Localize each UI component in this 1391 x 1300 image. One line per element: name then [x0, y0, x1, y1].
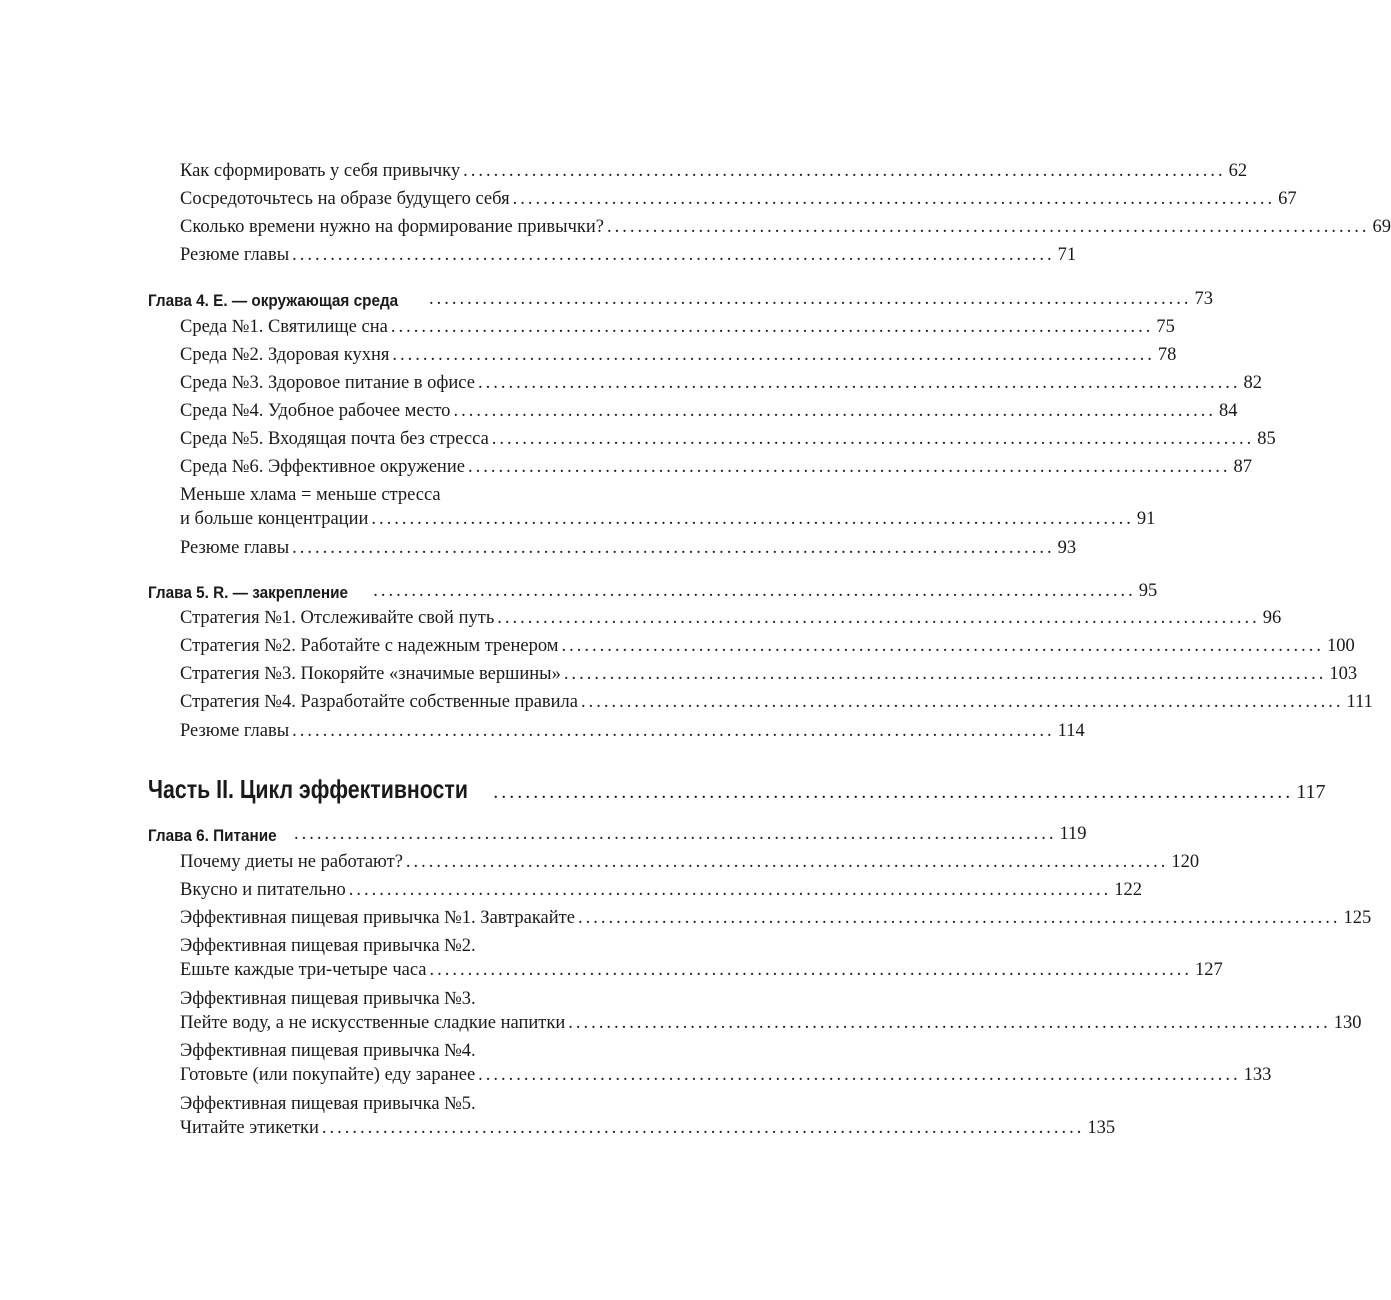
dot-leader: ....................................................................................................	[392, 345, 1155, 365]
toc-entry-page: 87	[1233, 457, 1252, 477]
toc-entry-page: 75	[1156, 317, 1175, 337]
dot-leader: ....................................................................................................	[292, 538, 1055, 558]
dot-leader: ....................................................................................................	[390, 317, 1154, 337]
toc-entry	[180, 509, 1156, 529]
toc-entry-line1: Эффективная пищевая привычка №4.	[180, 1041, 476, 1061]
dot-leader: ....................................................................................................	[577, 908, 1341, 928]
toc-chapter-title: Глава 5. R. — закрепление	[148, 582, 349, 602]
toc-entry-title: и больше концентрации	[180, 509, 369, 529]
dot-leader: ....................................................................................................	[429, 289, 1192, 309]
dot-leader: ....................................................................................................	[453, 401, 1216, 421]
toc-chapter	[148, 824, 1087, 845]
toc-entry-page: 69	[1372, 217, 1391, 237]
toc-entry	[180, 401, 1238, 421]
dot-leader: ....................................................................................................	[429, 960, 1192, 980]
toc-part-title: Часть II. Цикл эффективности	[148, 774, 468, 804]
toc-entry	[180, 1065, 1272, 1085]
toc-part-page: 117	[1296, 781, 1326, 803]
toc-entry-title: Стратегия №3. Покоряйте «значимые вершины»	[180, 664, 561, 684]
toc-entry	[180, 429, 1276, 449]
dot-leader: ....................................................................................................	[563, 664, 1327, 684]
toc-entry	[180, 852, 1200, 872]
toc-entry	[180, 880, 1143, 900]
dot-leader: ....................................................................................................	[512, 189, 1276, 209]
dot-leader: ....................................................................................................	[581, 692, 1344, 712]
toc-entry-line1: Эффективная пищевая привычка №3.	[180, 989, 476, 1009]
toc-entry-page: 133	[1243, 1065, 1272, 1085]
toc-entry-page: 111	[1346, 692, 1373, 712]
toc-chapter-page: 95	[1138, 581, 1158, 601]
toc-chapter-page: 119	[1059, 824, 1087, 844]
toc-entry	[180, 217, 1391, 237]
toc-entry-title: Среда №4. Удобное рабочее место	[180, 401, 451, 421]
toc-part	[148, 774, 1326, 804]
toc-chapter-title: Глава 4. E. — окружающая среда	[148, 290, 399, 310]
toc-entry	[180, 345, 1177, 365]
dot-leader: ....................................................................................................	[497, 608, 1260, 628]
toc-entry-page: 114	[1057, 721, 1085, 741]
dot-leader: ....................................................................................................	[348, 880, 1112, 900]
toc-entry	[180, 245, 1077, 265]
toc-entry-line1: Эффективная пищевая привычка №2.	[180, 936, 476, 956]
dot-leader: ....................................................................................................	[607, 217, 1370, 237]
dot-leader: ....................................................................................................	[478, 1065, 1241, 1085]
dot-leader: ....................................................................................................	[292, 721, 1055, 741]
toc-entry-page: 93	[1057, 538, 1077, 558]
dot-leader: ....................................................................................................	[321, 1118, 1085, 1138]
toc-entry-page: 96	[1262, 608, 1282, 628]
toc-chapter	[148, 581, 1158, 602]
toc-chapter-page: 73	[1194, 289, 1213, 309]
toc-entry-title: Ешьте каждые три-четыре часа	[180, 960, 427, 980]
toc-entry	[180, 161, 1248, 181]
toc-entry	[180, 636, 1355, 656]
toc-entry-page: 120	[1171, 852, 1200, 872]
dot-leader: ....................................................................................................	[405, 852, 1169, 872]
toc-entry-page: 84	[1218, 401, 1238, 421]
toc-entry-page: 62	[1228, 161, 1248, 181]
toc-entry-title: Резюме главы	[180, 245, 290, 265]
toc-entry-title: Среда №5. Входящая почта без стресса	[180, 429, 489, 449]
toc-entry	[180, 1013, 1362, 1033]
dot-leader: ....................................................................................................	[463, 161, 1226, 181]
toc-entry-title: Среда №2. Здоровая кухня	[180, 345, 390, 365]
dot-leader: ....................................................................................................	[373, 581, 1136, 601]
toc-entry	[180, 1118, 1116, 1138]
toc-entry-line1: Эффективная пищевая привычка №5.	[180, 1094, 476, 1114]
toc-entry-title: Сколько времени нужно на формирование привычки?	[180, 217, 605, 237]
toc-entry-title: Вкусно и питательно	[180, 880, 346, 900]
toc-entry-page: 71	[1057, 245, 1077, 265]
toc-entry	[180, 317, 1175, 337]
toc-entry-page: 100	[1326, 636, 1355, 656]
toc-entry-title: Среда №3. Здоровое питание в офисе	[180, 373, 475, 393]
toc-entry-page: 127	[1194, 960, 1223, 980]
dot-leader: ....................................................................................................	[493, 781, 1294, 803]
toc-entry-title: Сосредоточьтесь на образе будущего себя	[180, 189, 510, 209]
toc-entry	[180, 721, 1085, 741]
dot-leader: ....................................................................................................	[371, 509, 1134, 529]
toc-entry-page: 135	[1087, 1118, 1116, 1138]
dot-leader: ....................................................................................................	[477, 373, 1241, 393]
dot-leader: ....................................................................................................	[491, 429, 1255, 449]
toc-entry-title: Читайте этикетки	[180, 1118, 319, 1138]
toc-entry-page: 125	[1343, 908, 1372, 928]
toc-entry-line1: Меньше хлама = меньше стресса	[180, 485, 441, 505]
toc-entry-title: Резюме главы	[180, 538, 290, 558]
toc-entry-page: 103	[1329, 664, 1358, 684]
toc-entry-page: 67	[1278, 189, 1297, 209]
toc-entry	[180, 608, 1282, 628]
toc-entry-title: Среда №6. Эффективное окружение	[180, 457, 465, 477]
toc-entry-page: 91	[1136, 509, 1156, 529]
toc-entry-title: Стратегия №1. Отслеживайте свой путь	[180, 608, 495, 628]
dot-leader: ....................................................................................................	[293, 824, 1057, 844]
toc-entry-title: Среда №1. Святилище сна	[180, 317, 388, 337]
toc-entry-page: 85	[1257, 429, 1276, 449]
toc-entry	[180, 457, 1252, 477]
dot-leader: ....................................................................................................	[568, 1013, 1331, 1033]
toc-entry-title: Как сформировать у себя привычку	[180, 161, 461, 181]
toc-entry-page: 130	[1333, 1013, 1362, 1033]
dot-leader: ....................................................................................................	[467, 457, 1231, 477]
toc-entry-page: 122	[1114, 880, 1143, 900]
toc-entry-title: Резюме главы	[180, 721, 290, 741]
toc-chapter-title: Глава 6. Питание	[148, 825, 277, 845]
toc-entry-title: Стратегия №2. Работайте с надежным тренером	[180, 636, 559, 656]
toc-entry-title: Готовьте (или покупайте) еду заранее	[180, 1065, 476, 1085]
dot-leader: ....................................................................................................	[292, 245, 1055, 265]
toc-entry	[180, 664, 1358, 684]
toc-chapter	[148, 289, 1213, 310]
toc-entry-title: Эффективная пищевая привычка №1. Завтракайте	[180, 908, 575, 928]
toc-entry	[180, 908, 1372, 928]
toc-entry	[180, 373, 1262, 393]
toc-entry	[180, 692, 1373, 712]
toc-entry-title: Пейте воду, а не искусственные сладкие напитки	[180, 1013, 566, 1033]
toc-entry-page: 82	[1243, 373, 1262, 393]
dot-leader: ....................................................................................................	[561, 636, 1324, 656]
toc-entry	[180, 189, 1297, 209]
toc-entry	[180, 538, 1077, 558]
toc-entry	[180, 960, 1223, 980]
toc-entry-title: Стратегия №4. Разработайте собственные правила	[180, 692, 579, 712]
toc-entry-page: 78	[1157, 345, 1177, 365]
toc-entry-title: Почему диеты не работают?	[180, 852, 403, 872]
